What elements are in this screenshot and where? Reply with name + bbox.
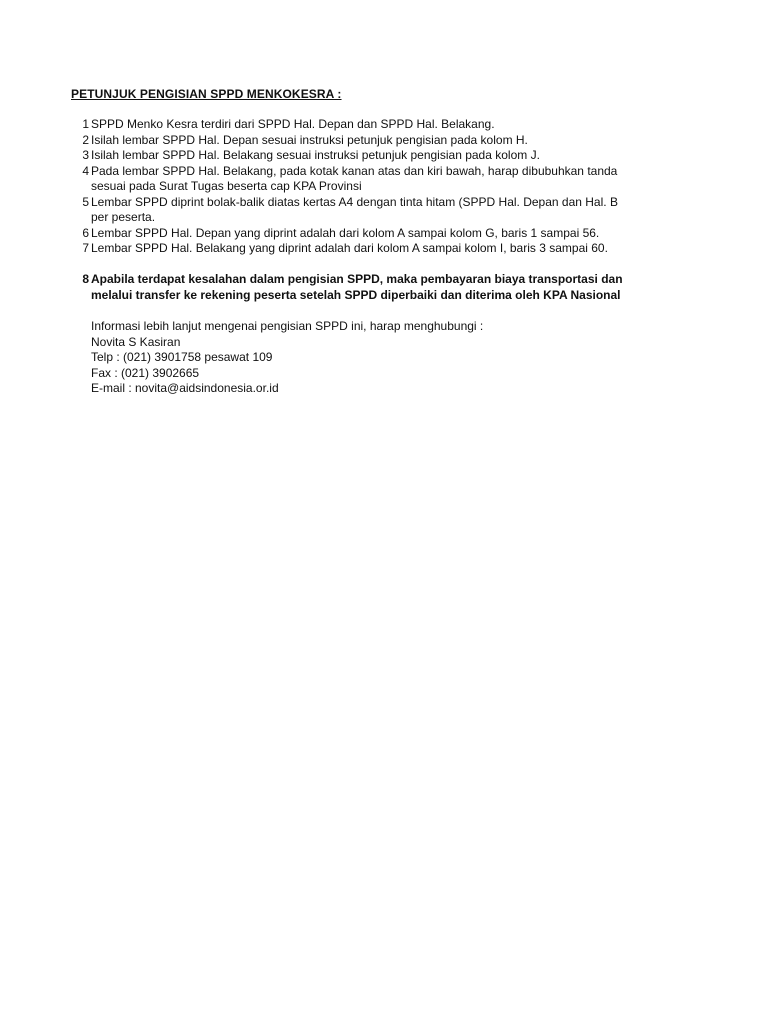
item-number: 3: [82, 148, 89, 162]
item-number: 6: [82, 225, 89, 240]
item-text: Isilah lembar SPPD Hal. Depan sesuai instruksi petunjuk pengisian pada kolom H.: [91, 132, 528, 147]
item-number: 5: [82, 194, 89, 209]
contact-phone-text: Telp : (021) 3901758 pesawat 109: [91, 350, 273, 364]
item-text: per peserta.: [91, 210, 156, 224]
item-text: Lembar SPPD Hal. Depan yang diprint adalah dari kolom A sampai kolom G, baris 1 sampai 56.: [91, 225, 600, 240]
item-text: Lembar SPPD diprint bolak-balik diatas kertas A4 dengan tinta hitam (SPPD Hal. Depan dan Hal. B: [91, 194, 618, 209]
item-text: sesuai pada Surat Tugas beserta cap KPA Provinsi: [91, 179, 362, 193]
contact-email-text: E-mail : novita@aidsindonesia.or.id: [91, 381, 279, 395]
item-text: Lembar SPPD Hal. Belakang yang diprint adalah dari kolom A sampai kolom I, baris 3 sampai 60.: [91, 241, 608, 255]
item-text: Isilah lembar SPPD Hal. Belakang sesuai instruksi petunjuk pengisian pada kolom J.: [91, 148, 540, 162]
contact-fax-text: Fax : (021) 3902665: [91, 365, 200, 380]
item-number: 7: [82, 241, 89, 255]
item-text: SPPD Menko Kesra terdiri dari SPPD Hal. Depan dan SPPD Hal. Belakang.: [91, 117, 495, 131]
item-number: 4: [82, 163, 89, 178]
item-text: Pada lembar SPPD Hal. Belakang, pada kotak kanan atas dan kiri bawah, harap dibubuhkan tanda: [91, 163, 618, 178]
item-number: 2: [82, 132, 89, 147]
contact-intro-text: Informasi lebih lanjut mengenai pengisian SPPD ini, harap menghubungi :: [91, 319, 484, 333]
item-text: Apabila terdapat kesalahan dalam pengisian SPPD, maka pembayaran biaya transportasi dan: [91, 272, 623, 286]
page-title: PETUNJUK PENGISIAN SPPD MENKOKESRA :: [71, 87, 342, 101]
contact-name-text: Novita S Kasiran: [91, 334, 181, 349]
item-text: melalui transfer ke rekening peserta setelah SPPD diperbaiki dan diterima oleh KPA Nasional: [91, 287, 621, 302]
item-number: 1: [82, 117, 89, 131]
item-number: 8: [82, 272, 89, 286]
